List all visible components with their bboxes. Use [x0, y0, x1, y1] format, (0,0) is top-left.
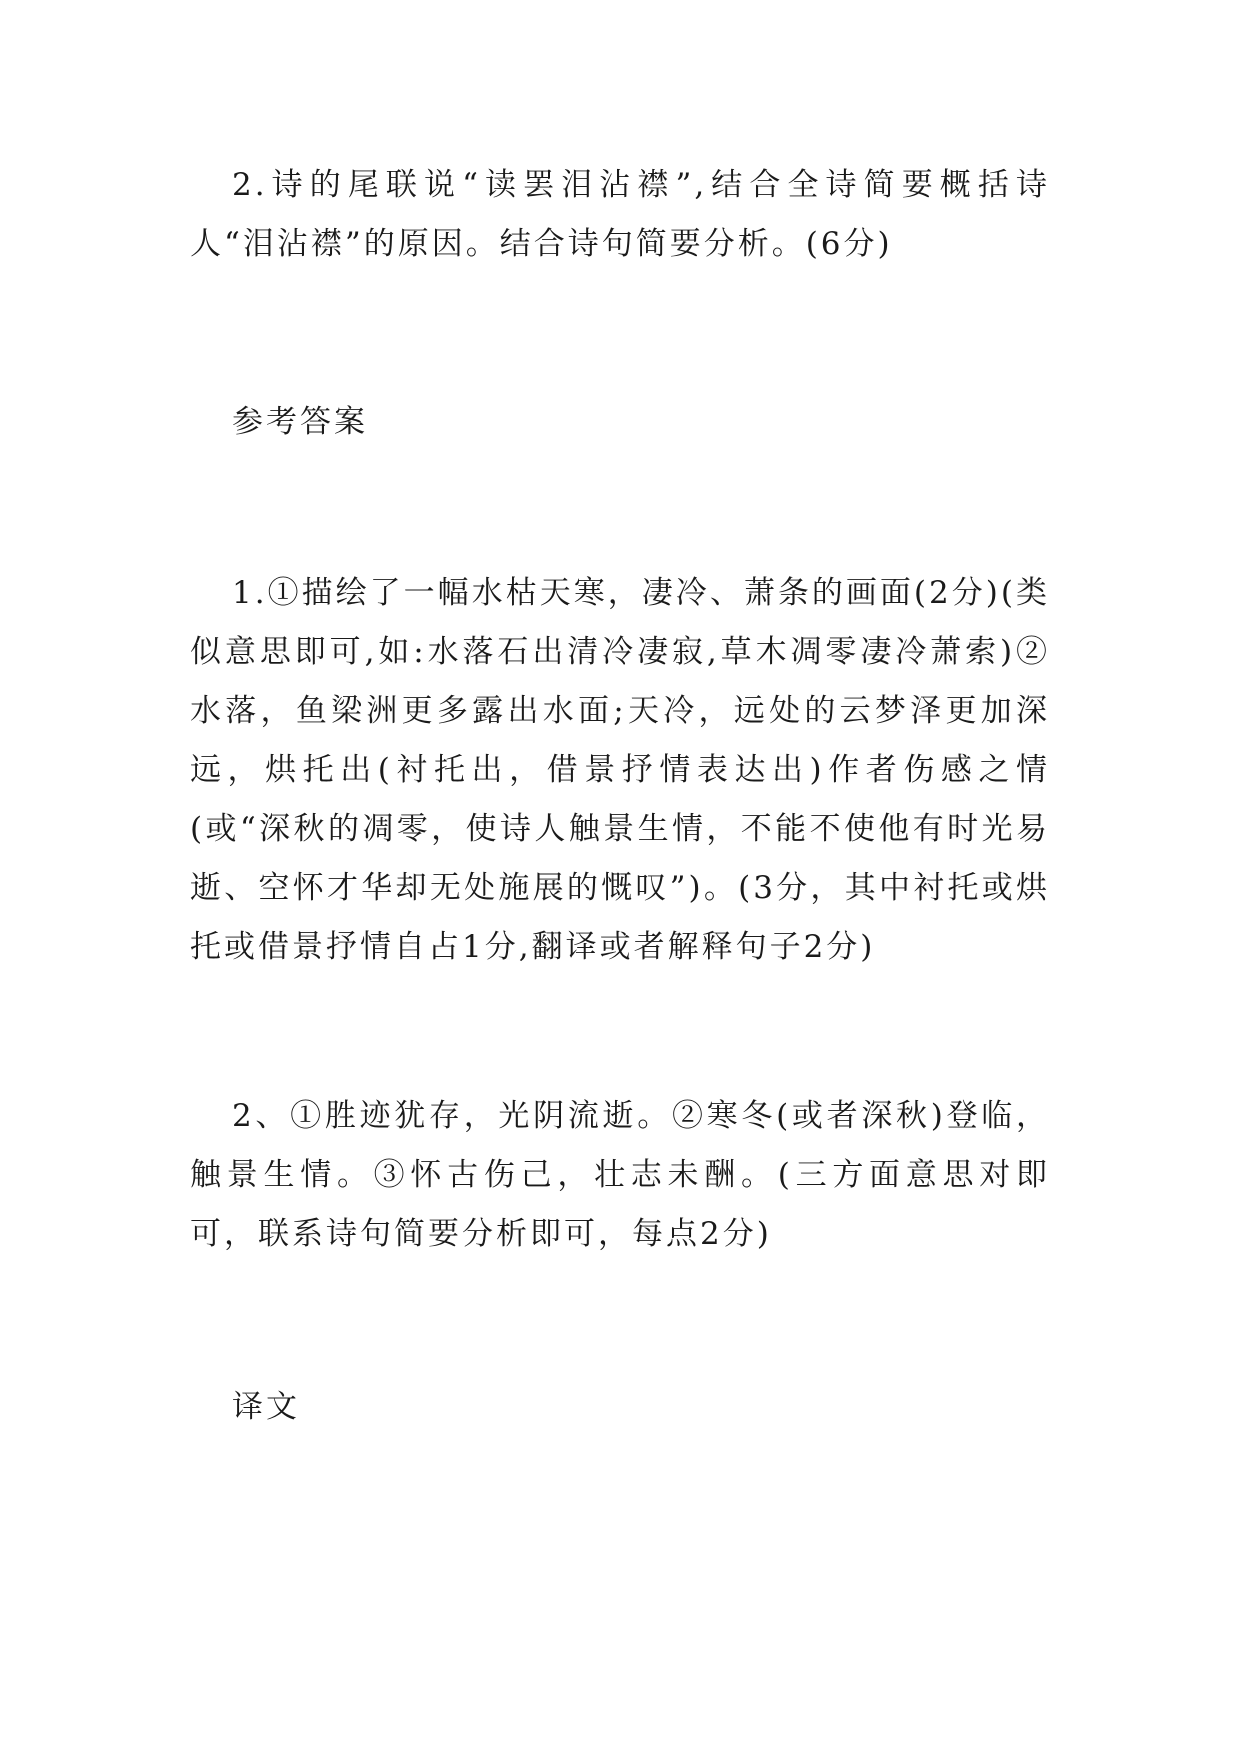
answer-heading: 参考答案 — [232, 404, 368, 440]
question-2: 2.诗的尾联说“读罢泪沾襟”,结合全诗简要概括诗人“泪沾襟”的原因。结合诗句简要分析。(6分) — [190, 167, 1050, 262]
answer-1: 1.①描绘了一幅水枯天寒，凄冷、萧条的画面(2分)(类似意思即可,如:水落石出清冷凄寂,草木凋零凄冷萧索)②水落，鱼梁洲更多露出水面;天冷，远处的云梦泽更加深远，烘托出(衬托出，借景抒情表达出)作者伤感之情(或“深秋的凋零，使诗人触景生情，不能不使他有时光易逝、空怀才华却无处施展的慨叹”)。(3分，其中衬托或烘托或借景抒情自占1分,翻译或者解释句子2分) — [190, 575, 1050, 965]
answer-2: 2、①胜迹犹存，光阴流逝。②寒冬(或者深秋)登临，触景生情。③怀古伤己，壮志未酬。(三方面意思对即可，联系诗句简要分析即可，每点2分) — [190, 1098, 1050, 1252]
translation-heading: 译文 — [232, 1389, 300, 1425]
